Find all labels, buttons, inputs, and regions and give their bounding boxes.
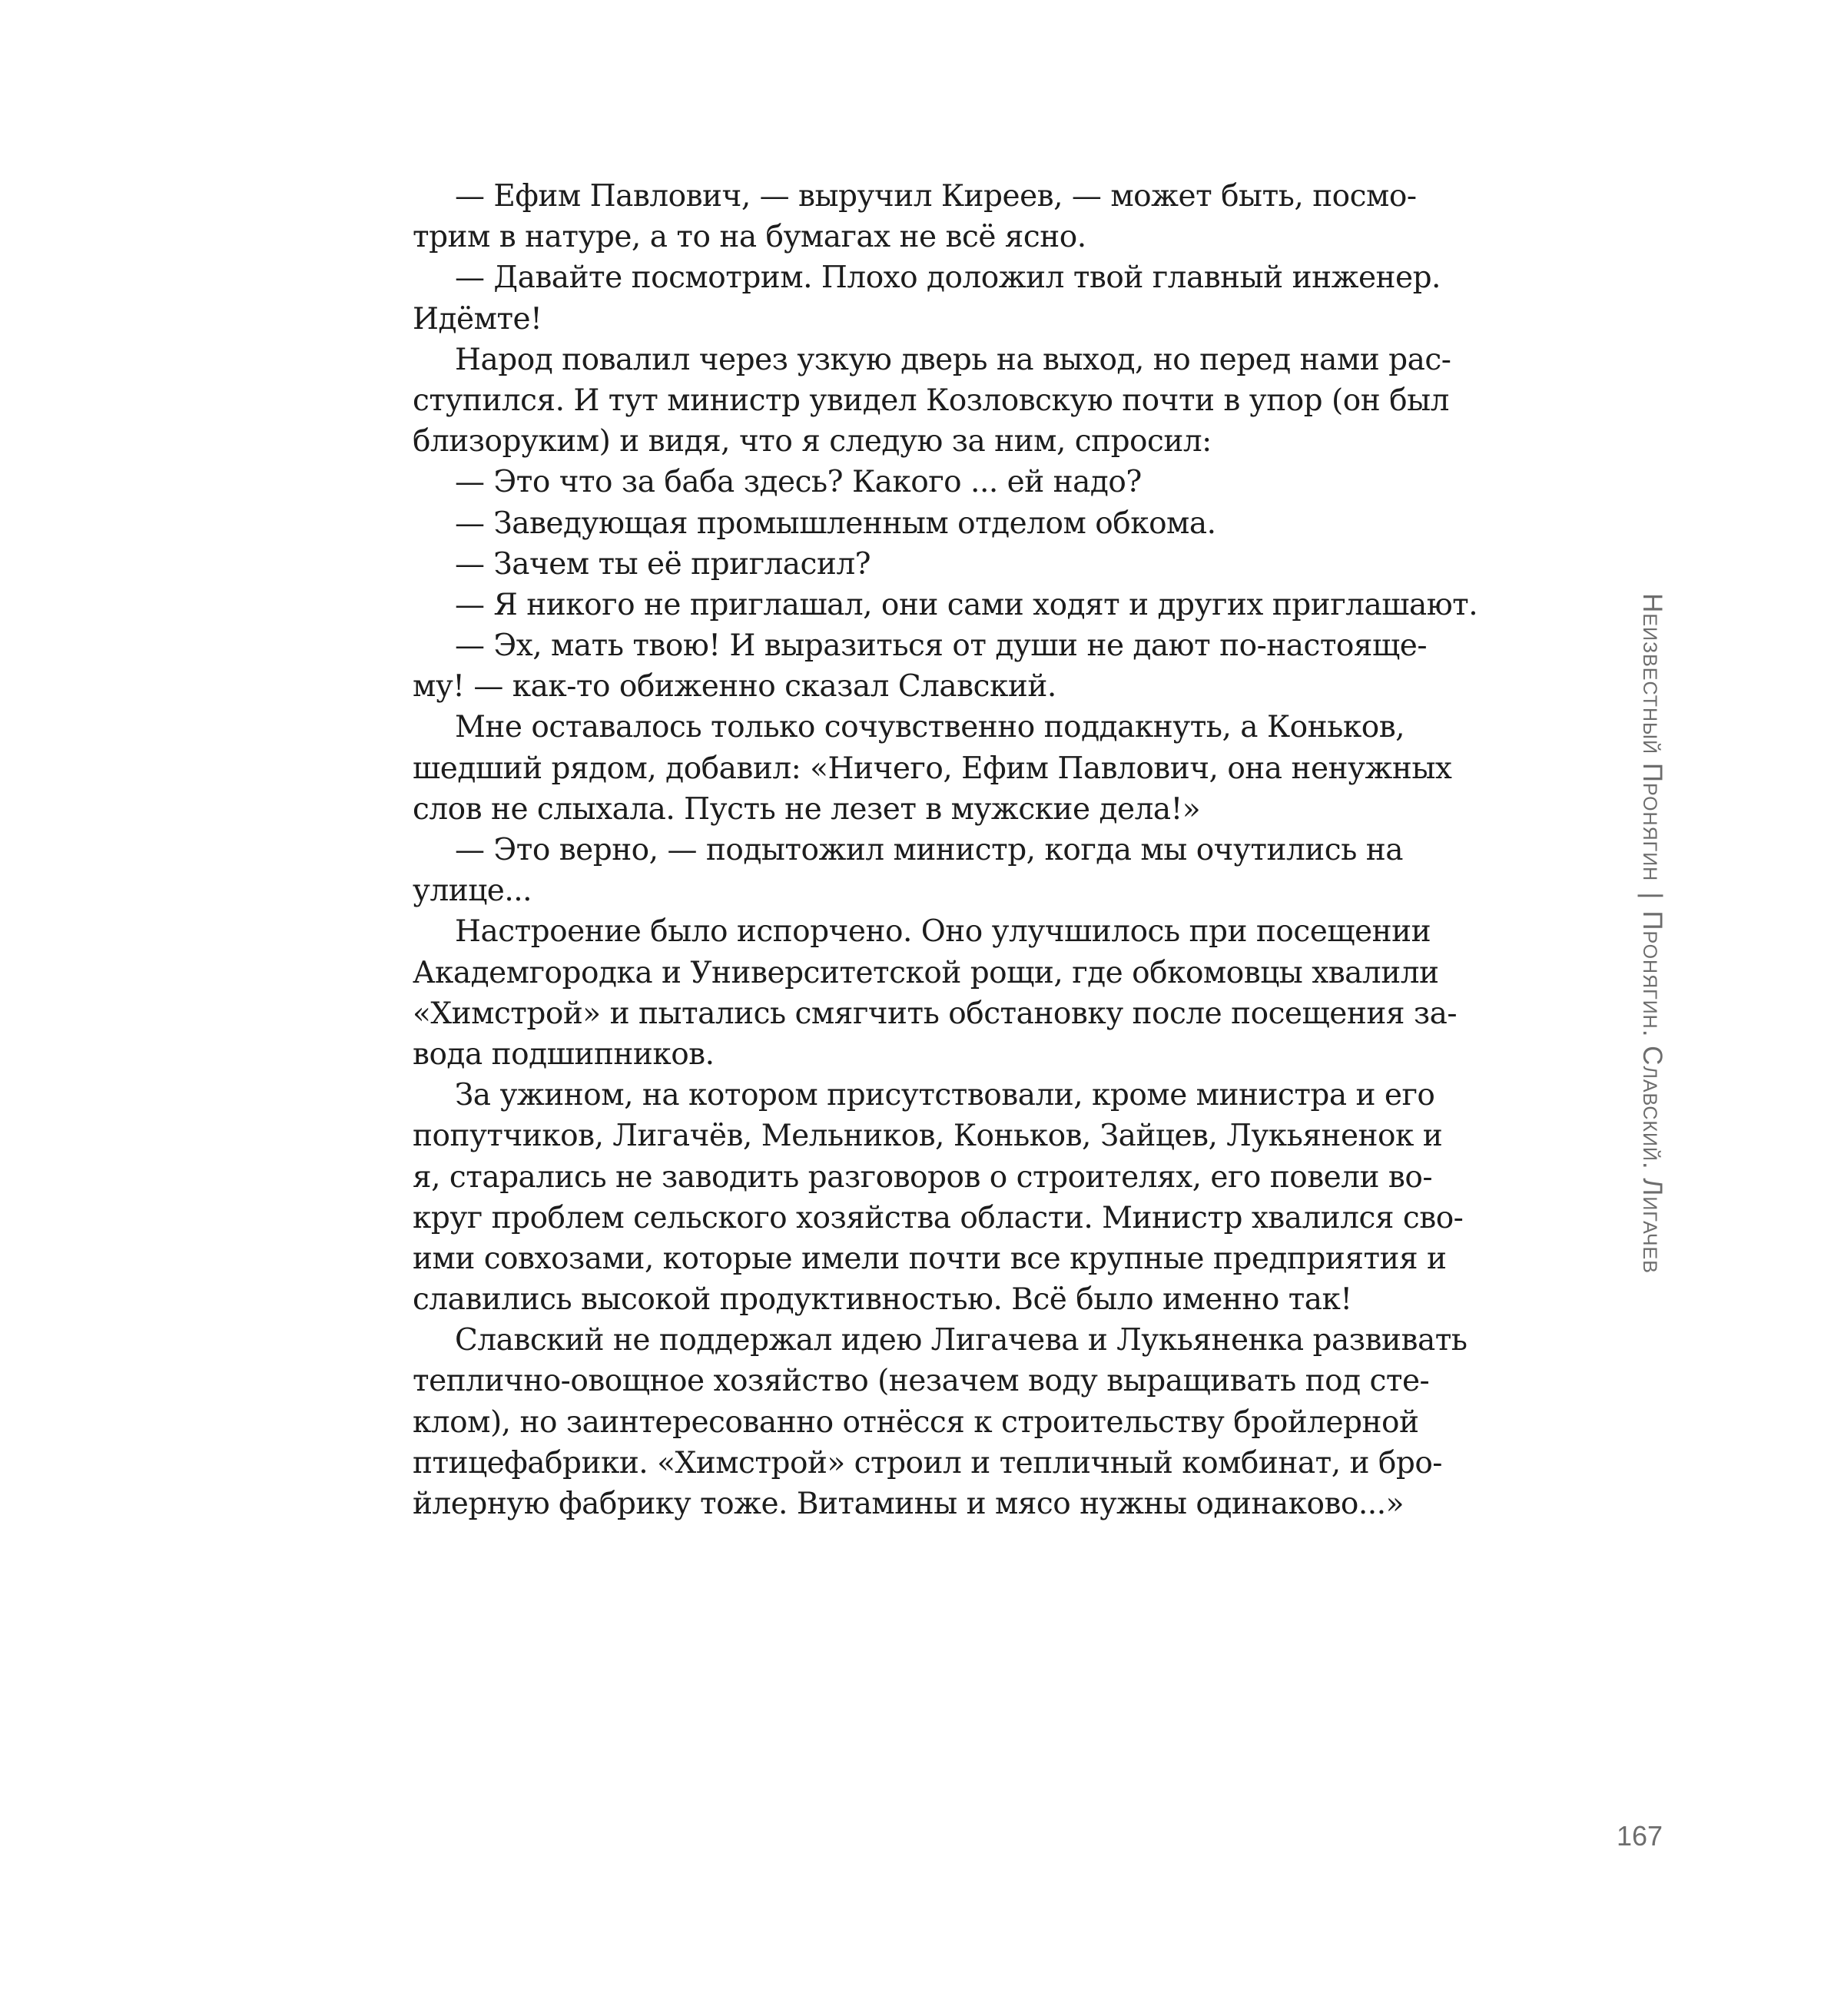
text-line: теплично-овощное хозяйство (незачем воду выращивать под сте- (413, 1364, 1430, 1399)
text-line: — Ефим Павлович, — выручил Киреев, — может быть, посмо- (455, 179, 1417, 214)
page-number: 167 (1617, 1820, 1663, 1852)
running-head-text (1637, 593, 1667, 1274)
text-line: птицефабрики. «Химстрой» строил и тепличный комбинат, и бро- (413, 1445, 1442, 1480)
running-head-separator: | (1637, 892, 1667, 900)
text-line: «Химстрой» и пытались смягчить обстановку после посещения за- (413, 996, 1458, 1031)
text-line: Идёмте! (413, 301, 542, 337)
text-line: Народ повалил через узкую дверь на выход, но перед нами рас- (455, 342, 1451, 377)
text-line: улице... (413, 874, 532, 909)
text-line: — Эх, мать твою! И выразиться от души не дают по-настояще- (455, 628, 1428, 664)
text-line: трим в натуре, а то на бумагах не всё ясно. (413, 220, 1086, 255)
running-head-chapter-title: Пронягин. Славский. Лигачев (1637, 910, 1667, 1274)
text-line: клом), но заинтересованно отнёсся к строительству бройлерной (413, 1404, 1419, 1440)
text-line: близоруким) и видя, что я следую за ним, спросил: (413, 424, 1212, 459)
text-line: Настроение было испорчено. Оно улучшилось при посещении (455, 914, 1431, 950)
text-line: славились высокой продуктивностью. Всё было именно так! (413, 1282, 1352, 1318)
text-line: — Заведующая промышленным отделом обкома. (455, 506, 1216, 541)
text-line: — Давайте посмотрим. Плохо доложил твой главный инженер. (455, 260, 1441, 296)
text-line: ими совхозами, которые имели почти все крупные предприятия и (413, 1241, 1447, 1276)
text-line: Мне оставалось только сочувственно поддакнуть, а Коньков, (455, 710, 1405, 745)
text-line: йлерную фабрику тоже. Витамины и мясо нужны одинаково...» (413, 1487, 1404, 1521)
running-head-book-title: Неизвестный Пронягин (1637, 593, 1667, 882)
text-line: я, старались не заводить разговоров о строителях, его повели во- (413, 1159, 1433, 1195)
text-line: — Это верно, — подытожил министр, когда мы очутились на (455, 833, 1403, 867)
text-line: попутчиков, Лигачёв, Мельников, Коньков, Зайцев, Лукьяненок и (413, 1119, 1443, 1154)
text-line: шедший рядом, добавил: «Ничего, Ефим Павлович, она ненужных (413, 751, 1452, 786)
text-line: — Это что за баба здесь? Какого ... ей надо? (455, 465, 1142, 500)
text-line: — Я никого не приглашал, они сами ходят и других приглашают. (455, 587, 1478, 622)
body-text (413, 176, 1478, 1524)
text-line: — Зачем ты её пригласил? (455, 546, 871, 582)
text-line: вода подшипников. (413, 1036, 715, 1072)
text-line: За ужином, на котором присутствовали, кроме министра и его (455, 1078, 1435, 1113)
text-line: круг проблем сельского хозяйства области. Министр хвалился сво- (413, 1200, 1464, 1235)
text-line: Академгородка и Университетской рощи, где обкомовцы хвалили (413, 955, 1439, 990)
text-line: ступился. И тут министр увидел Козловскую почти в упор (он был (413, 383, 1449, 418)
text-line: слов не слыхала. Пусть не лезет в мужские дела!» (413, 791, 1201, 827)
text-line: Славский не поддержал идею Лигачева и Лукьяненка развивать (455, 1323, 1468, 1358)
text-line: му! — как-то обиженно сказал Славский. (413, 669, 1056, 705)
